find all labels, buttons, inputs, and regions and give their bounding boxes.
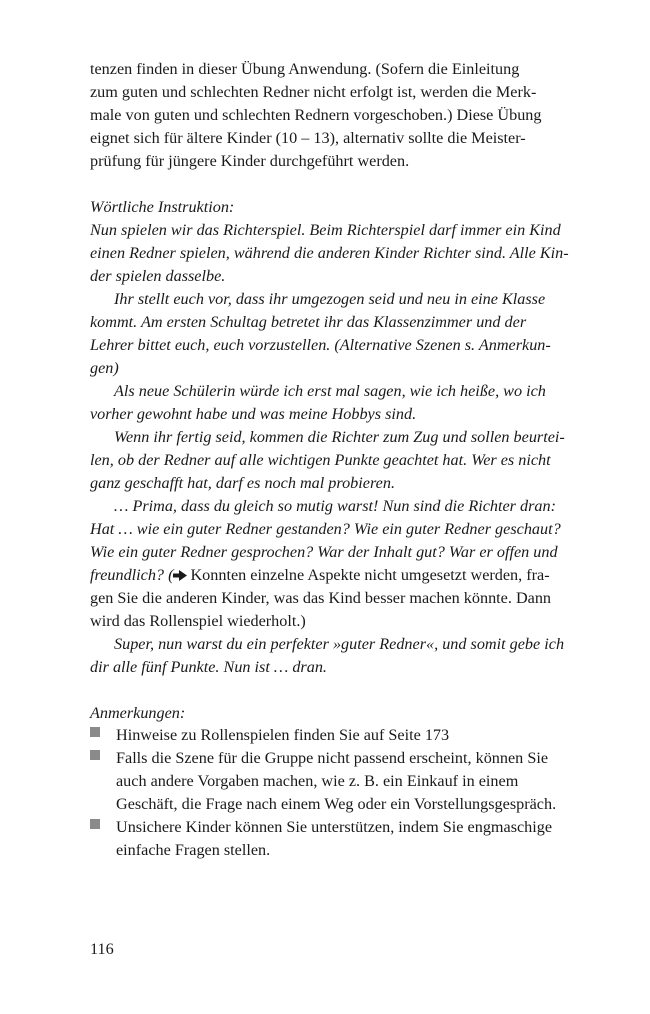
- instruction-closing-line: Super, nun warst du ein perfekter »guter Redner«, und somit gebe ich: [114, 635, 565, 653]
- bullet-icon: [90, 819, 100, 829]
- note-line: Falls die Szene für die Gruppe nicht passend erscheint, können Sie: [116, 749, 549, 767]
- instruction-mixed-italic: freundlich? (: [90, 566, 174, 584]
- bullet-icon: [90, 750, 100, 760]
- body-line: male von guten und schlechten Rednern vorgeschoben.) Diese Übung: [90, 106, 542, 124]
- instruction-roman-line: gen Sie die anderen Kinder, was das Kind besser machen könnte. Dann: [90, 589, 552, 607]
- instruction-line: kommt. Am ersten Schultag betretet ihr das Klassenzimmer und der: [90, 313, 527, 331]
- instruction-line: Lehrer bittet euch, euch vorzustellen. (Alternative Szenen s. Anmerkun-: [90, 336, 551, 354]
- note-line: einfache Fragen stellen.: [116, 841, 271, 859]
- body-line: prüfung für jüngere Kinder durchgeführt werden.: [90, 152, 410, 170]
- right-arrow-icon: [173, 570, 187, 581]
- instruction-line: len, ob der Redner auf alle wichtigen Punkte geachtet hat. Wer es nicht: [90, 451, 551, 469]
- instruction-line: Hat … wie ein guter Redner gestanden? Wie ein guter Redner geschaut?: [90, 520, 561, 538]
- instruction-line: der spielen dasselbe.: [90, 267, 226, 285]
- body-line: eignet sich für ältere Kinder (10 – 13), alternativ sollte die Meister-: [90, 129, 526, 147]
- body-line: tenzen finden in dieser Übung Anwendung. (Sofern die Einleitung: [90, 60, 520, 78]
- note-line: Unsichere Kinder können Sie unterstützen, indem Sie engmaschige: [116, 818, 553, 836]
- page-number: 116: [90, 940, 114, 958]
- instruction-roman-line: wird das Rollenspiel wiederholt.): [90, 612, 306, 630]
- instruction-line: … Prima, dass du gleich so mutig warst! Nun sind die Richter dran:: [114, 497, 557, 515]
- instruction-line: gen): [90, 359, 119, 377]
- note-line: Hinweise zu Rollenspielen finden Sie auf Seite 173: [116, 726, 450, 744]
- instruction-line: Wenn ihr fertig seid, kommen die Richter zum Zug und sollen beurtei-: [114, 428, 565, 446]
- instruction-mixed-line: [90, 567, 550, 583]
- note-line: Geschäft, die Frage nach einem Weg oder ein Vorstellungsgespräch.: [116, 795, 557, 813]
- bullet-icon: [90, 727, 100, 737]
- instruction-mixed-roman: Konnten einzelne Aspekte nicht umgesetzt werden, fra-: [190, 566, 550, 584]
- instruction-line: vorher gewohnt habe und was meine Hobbys sind.: [90, 405, 417, 423]
- notes-heading: Anmerkungen:: [90, 704, 186, 722]
- instruction-line: einen Redner spielen, während die anderen Kinder Richter sind. Alle Kin-: [90, 244, 569, 262]
- instruction-line: ganz geschafft hat, darf es noch mal probieren.: [90, 474, 395, 492]
- instruction-line: Wie ein guter Redner gesprochen? War der Inhalt gut? War er offen und: [90, 543, 558, 561]
- instruction-line: Nun spielen wir das Richterspiel. Beim Richterspiel darf immer ein Kind: [90, 221, 561, 239]
- note-line: auch andere Vorgaben machen, wie z. B. ein Einkauf in einem: [116, 772, 519, 790]
- body-line: zum guten und schlechten Redner nicht erfolgt ist, werden die Merk-: [90, 83, 537, 101]
- instruction-line: Ihr stellt euch vor, dass ihr umgezogen seid und neu in eine Klasse: [114, 290, 546, 308]
- instruction-heading: Wörtliche Instruktion:: [90, 198, 235, 216]
- instruction-line: Als neue Schülerin würde ich erst mal sagen, wie ich heiße, wo ich: [114, 382, 546, 400]
- instruction-closing-line: dir alle fünf Punkte. Nun ist … dran.: [90, 658, 327, 676]
